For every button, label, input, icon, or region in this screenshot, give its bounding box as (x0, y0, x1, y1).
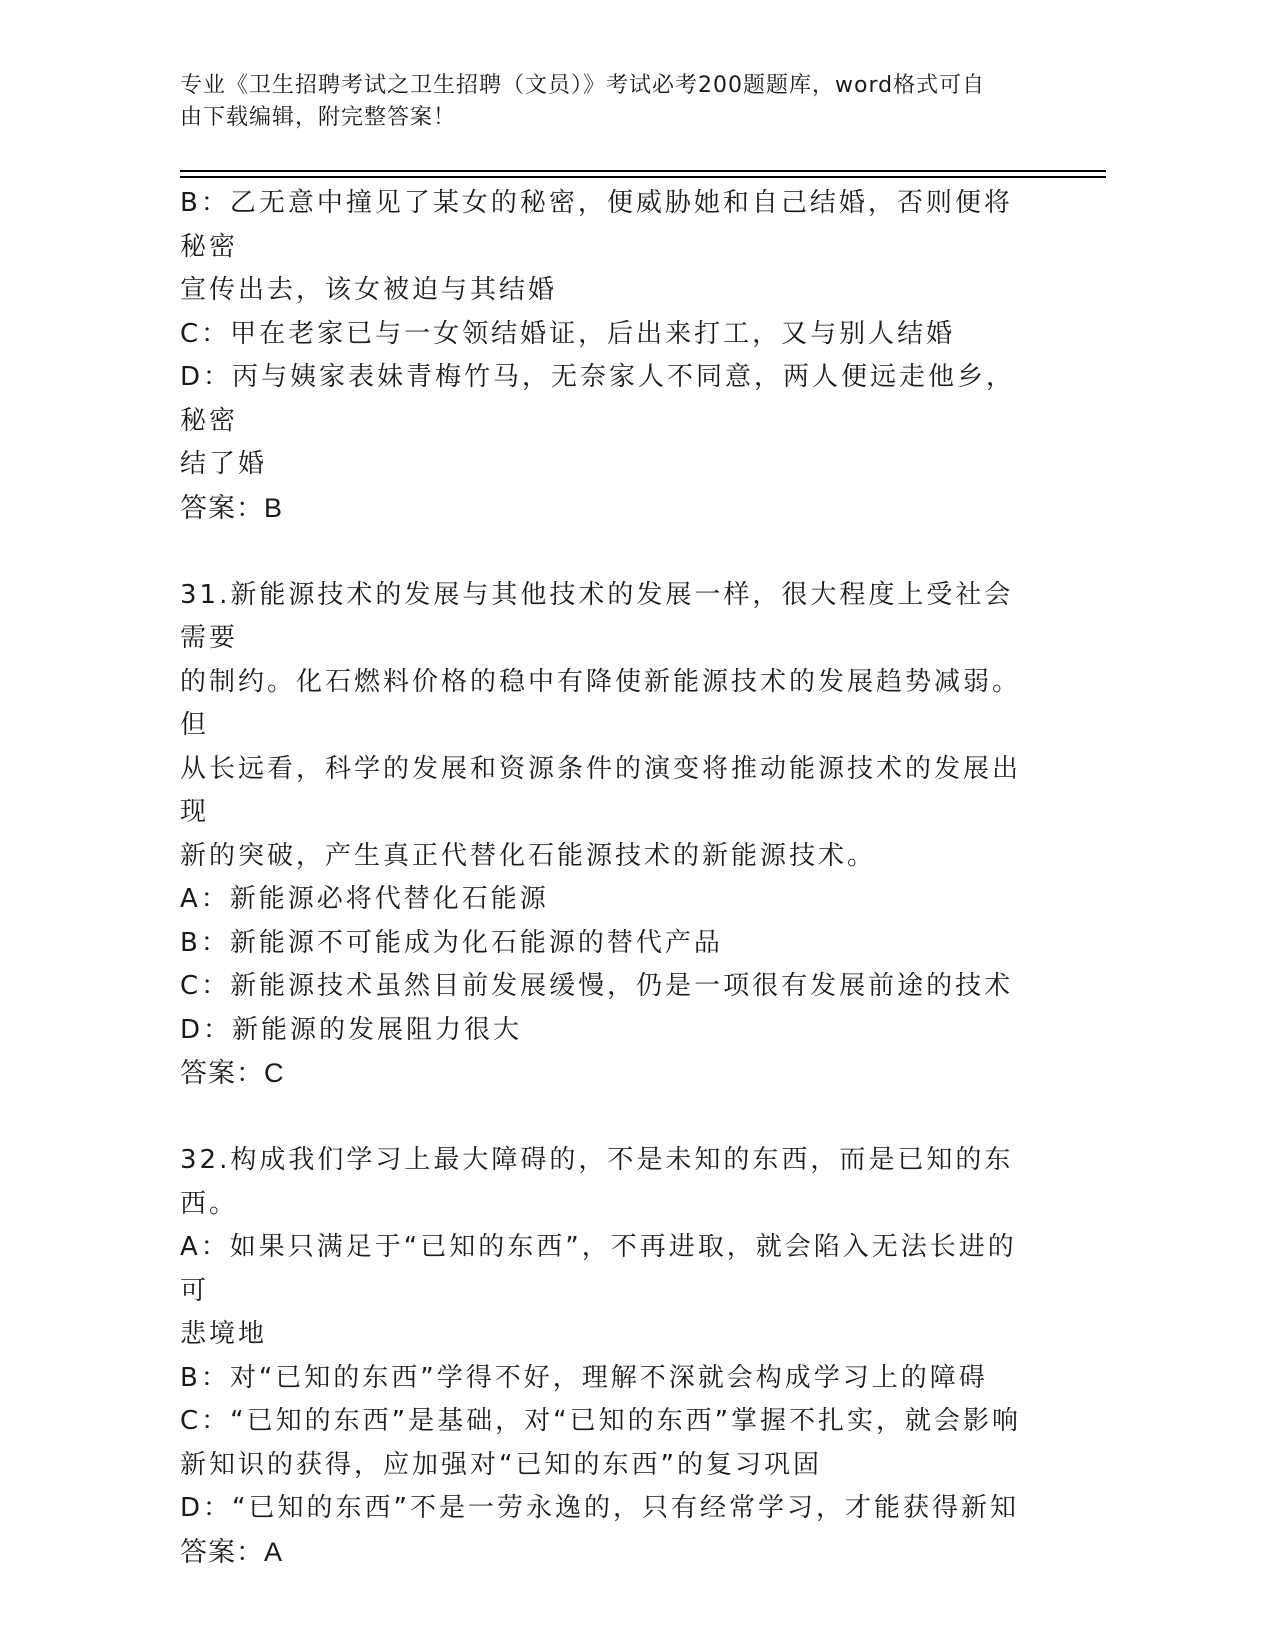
question-stem-line-3: 从长远看，科学的发展和资源条件的演变将推动能源技术的发展出现 (180, 753, 1022, 827)
option-a-line-2: 悲境地 (180, 1319, 268, 1349)
question-31 (180, 574, 1040, 1096)
answer-line: 答案：A (180, 1536, 284, 1567)
option-c-line-2: 新知识的获得，应加强对“已知的东西”的复习巩固 (180, 1449, 822, 1480)
option-b: B：对“已知的东西”学得不好，理解不深就会构成学习上的障碍 (180, 1362, 988, 1393)
answer-line: 答案：C (180, 1058, 285, 1088)
question-stem-line-1: 32.构成我们学习上最大障碍的，不是未知的东西，而是已知的东西。 (180, 1145, 1014, 1219)
question-32 (180, 1139, 1040, 1574)
question-stem-line-1: 31.新能源技术的发展与其他技术的发展一样，很大程度上受社会需要 (180, 579, 1014, 653)
header-divider-top (180, 170, 1106, 172)
spacer (180, 530, 1040, 574)
option-c-line-1: C：“已知的东西”是基础，对“已知的东西”掌握不扎实，就会影响 (180, 1406, 1022, 1436)
option-c: C：新能源技术虽然目前发展缓慢，仍是一项很有发展前途的技术 (180, 971, 1014, 1001)
spacer (180, 1096, 1040, 1140)
option-b-line-1: B：乙无意中撞见了某女的秘密，便威胁她和自己结婚，否则便将秘密 (180, 188, 1013, 262)
question-30 (180, 182, 1040, 530)
option-d-line-2: 结了婚 (180, 449, 268, 479)
option-d: D：“已知的东西”不是一劳永逸的，只有经常学习，才能获得新知 (180, 1493, 1019, 1523)
option-b: B：新能源不可能成为化石能源的替代产品 (180, 927, 723, 958)
option-d: D：新能源的发展阻力很大 (180, 1014, 523, 1045)
page-header (180, 70, 1040, 134)
option-c: C：甲在老家已与一女领结婚证，后出来打工，又与别人结婚 (180, 318, 956, 349)
question-stem-line-4: 新的突破，产生真正代替化石能源技术的新能源技术。 (180, 840, 877, 871)
option-a-line-1: A：如果只满足于“已知的东西”，不再进取，就会陷入无法长进的可 (180, 1232, 1017, 1306)
option-a: A：新能源必将代替化石能源 (180, 884, 549, 914)
question-stem-line-2: 的制约。化石燃料价格的稳中有降使新能源技术的发展趋势减弱。但 (180, 666, 1022, 740)
header-line-2: 由下载编辑，附完整答案！ (180, 105, 457, 130)
question-content (180, 182, 1040, 1574)
header-divider-bottom (180, 176, 1106, 178)
answer-line: 答案：B (180, 492, 284, 523)
option-d-line-1: D：丙与姨家表妹青梅竹马，无奈家人不同意，两人便远走他乡，秘密 (180, 362, 1016, 436)
option-b-line-2: 宣传出去，该女被迫与其结婚 (180, 275, 558, 305)
header-line-1: 专业《卫生招聘考试之卫生招聘（文员）》考试必考200题题库，word格式可自 (180, 73, 986, 98)
